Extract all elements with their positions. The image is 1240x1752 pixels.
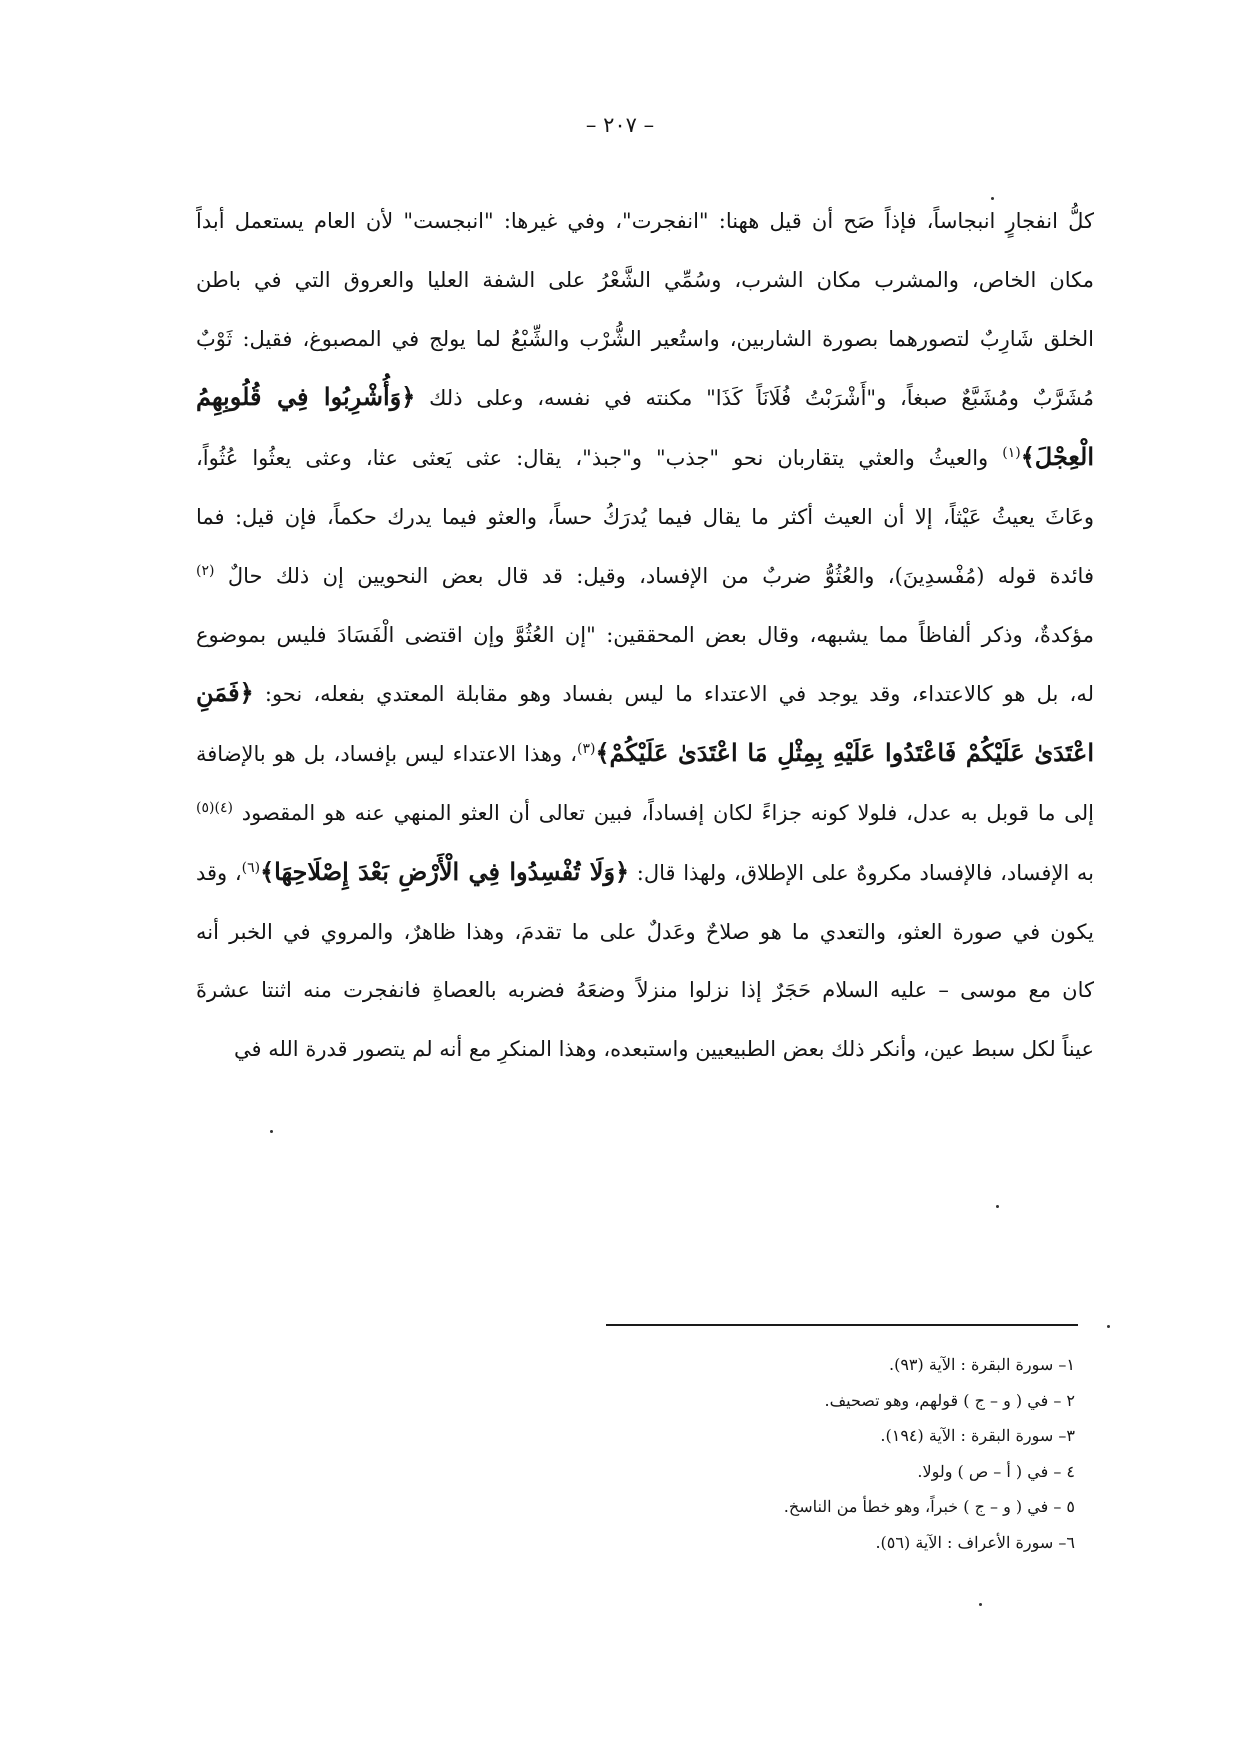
text-line: يكون في صورة العثو، والتعدي ما هو صلاحٌ وعَدلٌ على ما تقدمَ، وهذا ظاهرٌ، والمروي في الخبر أنه [196, 919, 1094, 944]
footnote-2: ٢ – في ( و – ج ) قولهم، وهو تصحيف. [824, 1390, 1075, 1410]
text-line: كلُّ انفجارٍ انبجاساً، فإذاً صَح أن قيل ههنا: "انفجرت"، وفي غيرها: "انبجست" لأن العام يستعمل أبداً [196, 209, 1094, 233]
text-segment: ، وقد [196, 860, 242, 885]
footnote-4: ٤ – في ( أ – ص ) ولولا. [917, 1461, 1075, 1481]
body-text [196, 192, 1094, 1079]
scan-speck [270, 1130, 273, 1133]
text-line: كان مع موسى – عليه السلام حَجَرٌ إذا نزلوا منزلاً وضعَهُ فضربه بالعصاةِ فانفجرت منه اثنتا عشرةَ [196, 978, 1094, 1003]
text-segment: إلى ما قوبل به عدل، فلولا كونه جزاءً لكان إفساداً، فبين تعالى أن العثو المنهي عنه هو المقصود [241, 800, 1094, 825]
text-line [196, 547, 1094, 606]
text-segment: له، بل هو كالاعتداء، وقد يوجد في الاعتداء ما ليس بفساد وهو مقابلة المعتدي بفعله، نحو: [264, 682, 1094, 707]
text-line [196, 664, 1094, 724]
footnote-ref-3[interactable]: (٣) [577, 741, 596, 758]
text-segment: به الإفساد، فالإفساد مكروهٌ على الإطلاق، ولهذا قال: [636, 860, 1094, 885]
footnote-separator [606, 1324, 1078, 1326]
quran-verse-baqarah-93: ﴿وَأُشْرِبُوا فِي قُلُوبِهِمُ [196, 382, 416, 412]
quran-verse-baqarah-93-end: الْعِجْلَ﴾ [1020, 442, 1094, 472]
text-segment: ، وهذا الاعتداء ليس بإفساد، بل هو بالإضافة [196, 742, 578, 767]
scan-speck [1107, 1325, 1110, 1328]
text-line: عيناً لكل سبط عين، وأنكر ذلك بعض الطبيعيين واستبعده، وهذا المنكرِ مع أنه لم يتصور قدرة الله في [233, 1037, 1094, 1062]
footnote-ref-6[interactable]: (٦) [241, 859, 261, 876]
text-line: الخلق شَارِبٌ لتصورهما بصورة الشاربين، واستُعير الشُّرْب والشِّبْعُ لما يولج في المصبوغ، فقيل: ثَوْبٌ [196, 326, 1094, 351]
footnote-ref-2[interactable]: (٢) [196, 562, 215, 579]
footnote-1: ١– سورة البقرة : الآية (٩٣). [888, 1355, 1075, 1374]
quran-verse-baqarah-194-end: اعْتَدَىٰ عَلَيْكُمْ فَاعْتَدُوا عَلَيْهِ بِمِثْلِ مَا اعْتَدَىٰ عَلَيْكُمْ﴾ [595, 738, 1094, 768]
footnote-ref-1[interactable]: (١) [1002, 445, 1021, 462]
footnotes [500, 1347, 1075, 1560]
footnote-ref-4[interactable]: (٤) [214, 799, 233, 816]
text-segment: فائدة قوله (مُفْسدِينَ)، والعُثُوُّ ضربٌ من الإفساد، وقيل: قد قال بعض النحويين إن ذلك حالٌ [227, 563, 1094, 588]
quran-verse-baqarah-194: ﴿فَمَنِ [196, 678, 254, 708]
page-number: – ٢٠٧ – [585, 113, 655, 137]
footnote-5: ٥ – في ( و – ج ) خبراً، وهو خطأ من الناسخ. [783, 1497, 1075, 1516]
text-line: مكان الخاص، والمشرب مكان الشرب، وسُمِّي الشَّعْرُ على الشفة العليا والعروق التي في باطن [196, 267, 1094, 292]
text-segment: والعيثُ والعثي يتقاربان نحو "جذب" و"جبذ"، يقال: عثى يَعثى عثا، وعثى يعثُوا عُثُواً، [196, 446, 989, 471]
footnote-3: ٣– سورة البقرة : الآية (١٩٤). [880, 1426, 1075, 1445]
text-line [196, 784, 1094, 843]
quran-verse-araf-56: ﴿وَلَا تُفْسِدُوا فِي الْأَرْضِ بَعْدَ إِصْلَاحِهَا﴾ [260, 856, 630, 886]
text-line [196, 843, 1094, 903]
text-line [196, 428, 1094, 488]
footnote-ref-5[interactable]: (٥) [196, 799, 215, 816]
footnote-6: ٦– سورة الأعراف : الآية (٥٦). [875, 1532, 1075, 1552]
text-line [196, 724, 1094, 784]
text-segment: مُشَرَّبٌ ومُشَبَّعٌ صبغاً، و"أَشْرَبْتُ فُلَانَاً كَذَا" مكنته في نفسه، وعلى ذلك [429, 386, 1094, 411]
scan-speck [996, 1205, 999, 1208]
text-line: وعَاثَ يعيثُ عَيْثاً، إلا أن العيث أكثر ما يقال فيما يُدرَكُ حساً، والعثو فيما يدرك حكماً، فإن قيل: فما [196, 504, 1094, 529]
text-line: مؤكدةٌ، وذكر ألفاظاً مما يشبهه، وقال بعض المحققين: "إن العُثُوَّ وإن اقتضى الْفَسَادَ فليس بموضوع [196, 622, 1094, 647]
scan-speck [991, 197, 994, 200]
scan-speck [979, 1603, 982, 1606]
text-line [196, 368, 1094, 428]
